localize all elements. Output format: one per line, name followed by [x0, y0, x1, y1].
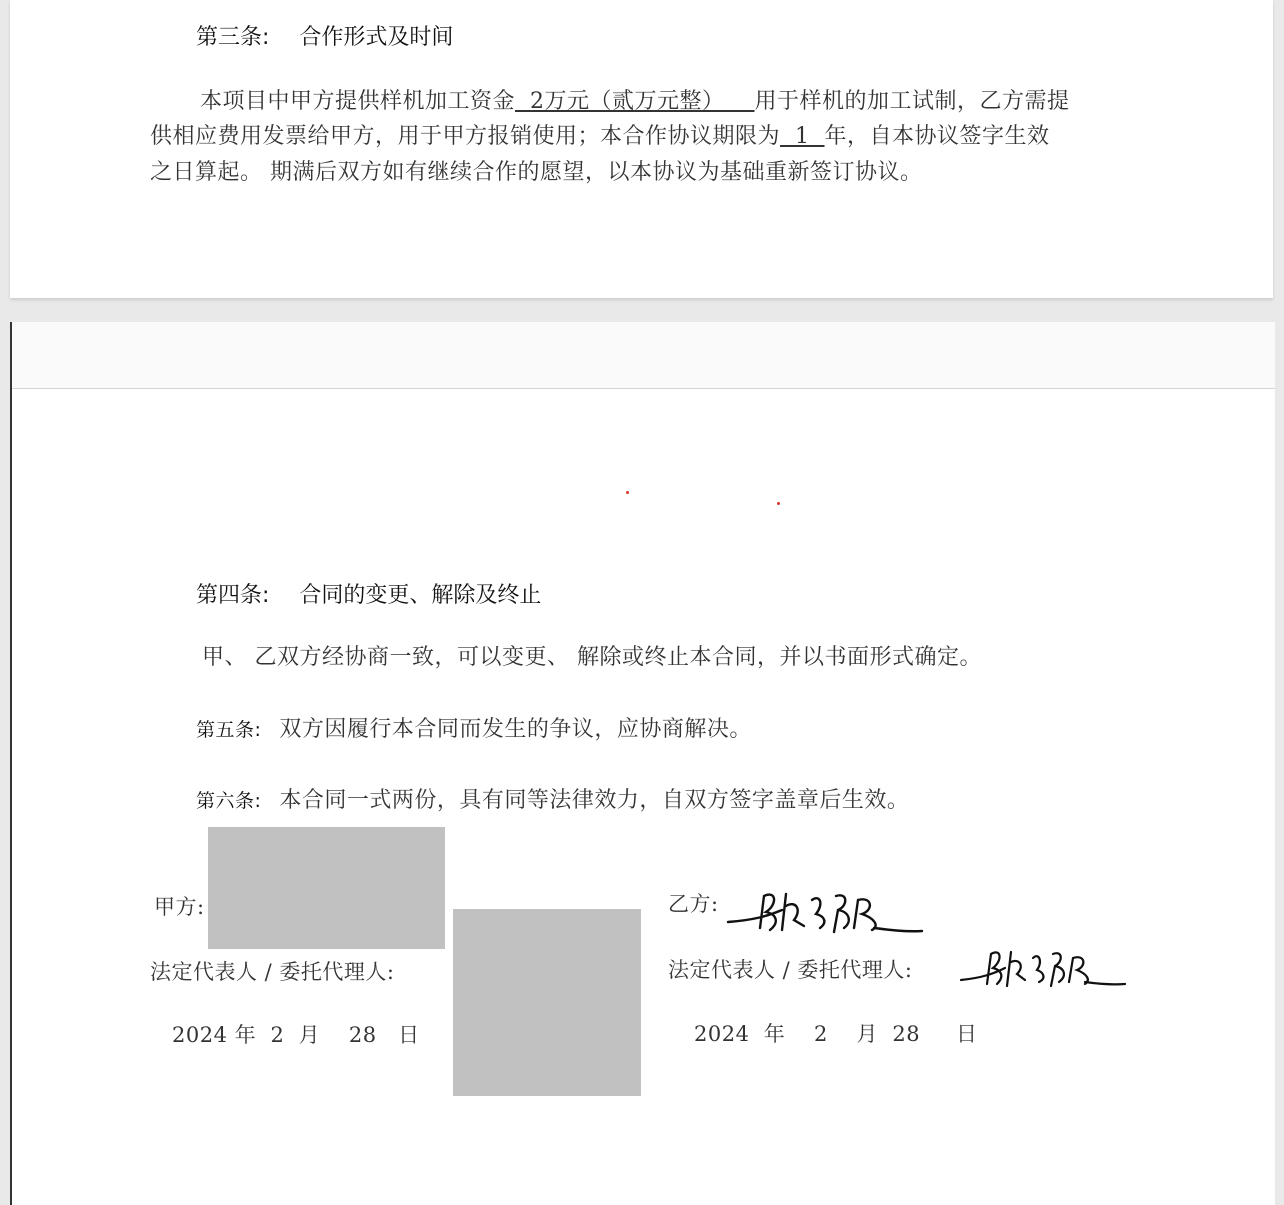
party-a-label: 甲方: — [154, 895, 205, 919]
clause-3-line-1-end: 用于样机的加工试制，乙方需提 — [754, 89, 1070, 114]
clause-5-label: 第五条: — [196, 719, 262, 741]
clause-3-title: 合作形式及时间 — [299, 25, 454, 50]
clause-6-text: 本合同一式两份，具有同等法律效力，自双方签字盖章后生效。 — [279, 788, 910, 813]
clause-4-heading — [196, 578, 541, 609]
party-a-date: 2024 年 2 月 28 日 — [172, 1023, 420, 1047]
party-b-rep-signature — [957, 932, 1127, 992]
party-a-rep-label: 法定代表人 / 委托代理人: — [150, 960, 395, 984]
clause-3-line-1-start: 本项目中甲方提供样机加工资金 — [200, 89, 516, 114]
clause-4-label: 第四条: — [196, 583, 270, 608]
party-b-label: 乙方: — [668, 892, 719, 916]
clause-3-line-2-start: 供相应费用发票给甲方，用于甲方报销使用；本合作协议期限为 — [150, 124, 781, 149]
redaction-box-party-a — [208, 827, 445, 949]
party-b-rep-label: 法定代表人 / 委托代理人: — [668, 958, 913, 982]
red-mark — [777, 502, 780, 505]
clause-3-amount: 2万元（贰万元整） — [530, 89, 725, 114]
clause-3-label: 第三条: — [196, 25, 270, 50]
red-mark — [626, 491, 629, 494]
clause-6 — [196, 783, 909, 814]
page-1 — [10, 0, 1273, 298]
page-2 — [10, 322, 1275, 1205]
page-header-band — [12, 322, 1275, 389]
party-b-date: 2024 年 2 月 28 日 — [694, 1022, 978, 1046]
clause-3-line-2-end: 年，自本协议签字生效 — [824, 124, 1050, 149]
clause-3-term: 1 — [795, 124, 810, 149]
clause-4-title: 合同的变更、解除及终止 — [299, 583, 542, 608]
clause-5 — [196, 712, 752, 743]
clause-3-line-1 — [200, 84, 1070, 120]
clause-6-label: 第六条: — [196, 790, 262, 812]
clause-4-text: 甲、 乙双方经协商一致，可以变更、 解除或终止本合同，并以书面形式确定。 — [202, 645, 982, 670]
party-b-signature — [724, 870, 924, 940]
clause-3-heading — [196, 20, 453, 51]
redaction-box-seal — [453, 909, 641, 1096]
clause-3-line-3: 之日算起。 期满后双方如有继续合作的愿望，以本协议为基础重新签订协议。 — [150, 160, 923, 185]
clause-5-text: 双方因履行本合同而发生的争议，应协商解决。 — [279, 717, 752, 742]
clause-3-line-2 — [150, 119, 1050, 155]
